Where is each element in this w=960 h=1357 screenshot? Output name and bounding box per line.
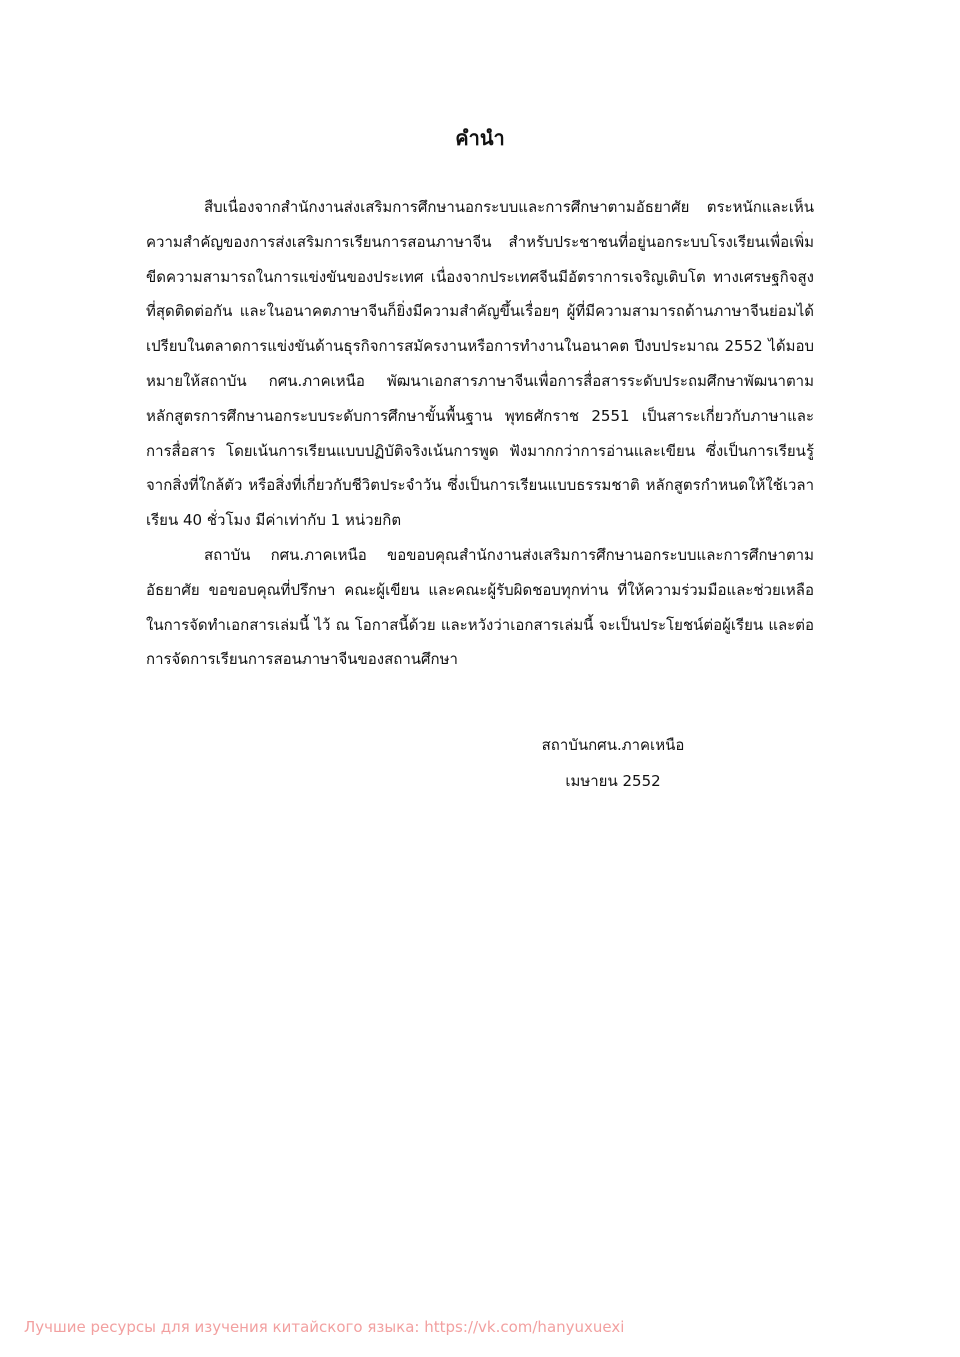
signature-organization: สถาบันกศน.ภาคเหนือ bbox=[541, 736, 685, 754]
signature-block bbox=[470, 727, 756, 799]
paragraph-acknowledgement: สถาบัน กศน.ภาคเหนือ ขอขอบคุณสำนักงานส่งเสริมการศึกษานอกระบบและการศึกษาตามอัธยาศัย ขอขอบคุณที่ปรึกษา คณะผู้เขียน และคณะผู้รับผิดชอบทุกท่าน ที่ให้ความร่วมมือและช่วยเหลือในการจัดทำเอกสารเล่มนี้ ไว้ ณ โอกาสนี้ด้วย และหวังว่าเอกสารเล่มนี้ จะเป็นประโยชน์ต่อผู้เรียน และต่อการจัดการเรียนการสอนภาษาจีนของสถานศึกษา bbox=[146, 545, 814, 669]
signature-date: เมษายน 2552 bbox=[565, 772, 661, 790]
page-title: คำนำ bbox=[455, 126, 505, 150]
watermark-text: Лучшие ресурсы для изучения китайского языка: https://vk.com/hanyuxuexi bbox=[24, 1318, 625, 1336]
paragraph-intro: สืบเนื่องจากสำนักงานส่งเสริมการศึกษานอกระบบและการศึกษาตามอัธยาศัย ตระหนักและเห็นความสำคัญของการส่งเสริมการเรียนการสอนภาษาจีน สำหรับประชาชนที่อยู่นอกระบบโรงเรียนเพื่อเพิ่มขีดความสามารถในการแข่งขันของประเทศ เนื่องจากประเทศจีนมีอัตราการเจริญเติบโต ทางเศรษฐกิจสูงที่สุดติดต่อกัน และในอนาคตภาษาจีนก็ยิ่งมีความสำคัญขึ้นเรื่อยๆ ผู้ที่มีความสามารถด้านภาษาจีนย่อมได้เปรียบในตลาดการแข่งขันด้านธุรกิจการสมัครงานหรือการทำงานในอนาคต ปีงบประมาณ 2552 ได้มอบหมายให้สถาบัน กศน.ภาคเหนือ พัฒนาเอกสารภาษาจีนเพื่อการสื่อสารระดับประถมศึกษาพัฒนาตามหลักสูตรการศึกษานอกระบบระดับการศึกษาขั้นพื้นฐาน พุทธศักราช 2551 เป็นสาระเกี่ยวกับภาษาและการสื่อสาร โดยเน้นการเรียนแบบปฏิบัติจริงเน้นการพูด ฟังมากกว่าการอ่านและเขียน ซึ่งเป็นการเรียนรู้จากสิ่งที่ใกล้ตัว หรือสิ่งที่เกี่ยวกับชีวิตประจำวัน ซึ่งเป็นการเรียนแบบธรรมชาติ หลักสูตรกำหนดให้ใช้เวลาเรียน 40 ชั่วโมง มีค่าเท่ากับ 1 หน่วยกิต bbox=[146, 198, 814, 530]
preface-body bbox=[146, 190, 814, 677]
